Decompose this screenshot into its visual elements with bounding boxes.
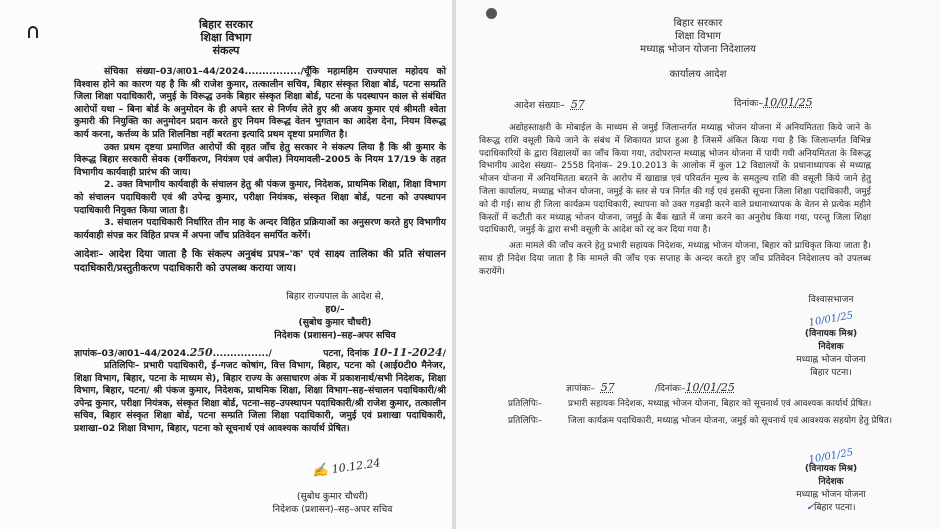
- left-signature-block-2: [245, 490, 420, 516]
- handwritten-signature: 10/01/25: [807, 447, 855, 466]
- left-document-page: [0, 0, 452, 529]
- left-signature-block-1: [250, 290, 420, 342]
- department-name: शिक्षा विभाग: [675, 31, 721, 42]
- resolution-paragraph-1: संचिका संख्या–03/आ01–44/2024................/चूँकि महामहिम राज्यपाल महोदय को विश्वास होने का कारण यह है कि श्री राजेश कुमार, तत्कालीन सचिव, बिहार संस्कृत शिक्षा बोर्ड, पटना सम्प्रति जिला शिक्षा पदाधिकारी, जमुई के विरूद्ध उनके बिहार संस्कृत शिक्षा बोर्ड, पटना के पदस्थापन काल से संबंधित आरोपों यथा – बिना बोर्ड के अनुमोदन के ही अपने स्तर से निर्णय लेते हुए श्री अजय कुमार एवं श्रीमती श्वेता कुमारी की नियुक्ति का अनुमोदन प्रदान करते हुए नियम विरूद्ध वेतन भुगतान का आदेश देना, नियम विरूद्ध कार्य करना, कर्त्तव्य के प्रति शिलनिष्ठा नहीं बरतना इत्यादि प्रथम दृष्टया प्रमाणित है।: [74, 66, 446, 140]
- memo-number: ज्ञापांक–03/आ01–44/2024.250................/: [74, 346, 272, 359]
- signatory-name: (सुबोध कुमार चौधरी): [296, 491, 369, 502]
- signatory-office: मध्याह्न भोजन योजना: [796, 490, 866, 500]
- copy-to-text: प्रतिलिपिः– प्रभारी पदाधिकारी, ई–गजट कोषांग, वित्त विभाग, बिहार, पटना को (आई0टी0 मैनेजर, शिक्षा विभाग, बिहार, पटना के माध्यम से), बिहार राज्य के असाधारण अंक में प्रकाशनार्थ/सभी निदेशक, शिक्षा विभाग, बिहार, पटना/ श्री पंकज कुमार, निदेशक, प्राथमिक शिक्षा, शिक्षा विभाग–सह–संचालन पदाधिकारी/श्री उपेन्द्र कुमार, परीक्षा नियंत्रक, संस्कृत शिक्षा बोर्ड, पटना–सह–उपस्थापन पदाधिकारी/श्री राजेश कुमार, तत्कालीन सचिव, बिहार संस्कृत शिक्षा बोर्ड, पटना सम्प्रति जिला शिक्षा पदाधिकारी, जमुई एवं प्रशाखा पदाधिकारी, प्रशाखा–02 शिक्षा विभाग, बिहार, पटना को सूचनार्थ एवं आवश्यक कार्यार्थ प्रेषित।: [74, 360, 446, 434]
- order-number: आदेश संख्याः– 57: [514, 98, 585, 111]
- handwritten-signature: ✍ 10.12.24: [311, 456, 382, 480]
- copy-to-section: [74, 360, 446, 436]
- left-document-body: [74, 66, 446, 276]
- memo-date: पटना, दिनांक 10-11-2024/: [323, 346, 446, 359]
- closing-line: विश्वासभाजन: [808, 295, 854, 305]
- signatory-designation: निदेशक: [818, 342, 844, 352]
- resolution-paragraph-3: 2. उक्त विभागीय कार्यवाही के संचालन हेतु श्री पंकज कुमार, निदेशक, प्राथमिक शिक्षा, शिक्षा विभाग को संचालन पदाधिकारी एवं श्री उपेन्द्र कुमार, परीक्षा नियंत्रक, संस्कृत शिक्षा बोर्ड, पटना को उपस्थापन पदाधिकारी नियुक्त किया जाता है।: [74, 179, 446, 216]
- copy-item: प्रतिलिपिः– प्रभारी सहायक निदेशक, मध्याह्न भोजन योजना, बिहार को सूचनार्थ एवं आवश्यक कार्यार्थ प्रेषित।: [508, 399, 872, 409]
- checkmark-icon: ✔: [806, 503, 815, 513]
- resolution-paragraph-4: 3. संचालन पदाधिकारी निर्धारित तीन माह के अन्दर विहित प्रक्रियाओं का अनुसरण करते हुए विभागीय कार्यवाही संपन्न कर विहित प्रपत्र में अपना जाँच प्रतिवेदन समर्पित करेंगें।: [74, 217, 446, 241]
- signatory-name: (सुबोध कुमार चौधरी): [298, 317, 372, 328]
- handwritten-signature: 10/01/25: [807, 310, 855, 329]
- order-paragraph: आदेशः– आदेश दिया जाता है कि संकल्प अनुबंध प्रपत्र–'क' एवं साक्ष्य तालिका की प्रति संचालन पदाधिकारी/प्रस्तुतीकरण पदाधिकारी को उपलब्ध कराया जाय।: [74, 249, 446, 275]
- signatory-location: बिहार पटना।: [810, 368, 852, 378]
- government-name: बिहार सरकार: [199, 18, 253, 31]
- document-type: संकल्प: [212, 44, 240, 57]
- department-name: शिक्षा विभाग: [200, 31, 252, 44]
- signatory-designation: निदेशक: [818, 477, 844, 487]
- right-signature-block-2: [766, 447, 896, 515]
- directive-paragraph: अतः मामले की जाँच करने हेतु प्रभारी सहायक निदेशक, मध्याह्न भोजन योजना, बिहार को प्राधिकृत किया जाता है। साथ ही निदेश दिया जाता है कि मामले की जाँच एक सप्ताह के अन्दर करते हुए जाँच प्रतिवेदन निदेशालय को उपलब्ध करायेंगे।: [479, 241, 871, 277]
- copy-list: [508, 398, 898, 428]
- signatory-designation: निदेशक (प्रशासन)–सह–अपर सचिव: [274, 330, 396, 341]
- directorate-name: मध्याह्न भोजन योजना निदेशालय: [640, 44, 756, 55]
- signatory-name: (विनायक मिश्र): [804, 329, 858, 339]
- right-signature-block-1: [766, 294, 896, 380]
- left-document-header: [0, 18, 452, 57]
- right-document-body: [479, 122, 871, 279]
- signatory-name: (विनायक मिश्र): [804, 464, 858, 474]
- resolution-paragraph-2: उक्त प्रथम दृष्टया प्रमाणित आरोपों की वृहत जाँच हेतु सरकार ने संकल्प लिया है कि श्री कुमार के विरूद्ध बिहार सरकारी सेवक (वर्गीकरण, नियंत्रण एवं अपील) नियमावली–2005 के नियम 17/19 के तहत विभागीय कार्यवाही प्रारंभ की जाय।: [74, 141, 446, 178]
- signatory-office: मध्याह्न भोजन योजना: [796, 355, 866, 365]
- signed-mark: ह0/–: [325, 304, 345, 315]
- order-date: दिनांकः–10/01/25: [734, 96, 813, 109]
- signatory-location: ✔बिहार पटना।: [806, 503, 856, 513]
- complaint-paragraph: अद्योहस्ताक्षरी के मोबाईल के माध्यम से जमुई जिलान्तर्गत मध्याह्न भोजन योजना में अनियमितता किये जाने के विरूद्ध राशि वसूली किये जाने के संबंध में शिकायत प्राप्त हुआ है जिसमें अंकित किया गया है कि जिलान्तर्गत विभिन्न पदाधिकारियों के द्वारा विद्यालयों का जाँच किया गया, तदोपरान्त मध्याह्न भोजन योजना में पायी गयी अनियमितता के विरूद्ध विभागीय आदेश संख्या– 2558 दिनांक– 29.10.2013 के आलोक में कुल 12 विद्यालयों के प्रधानाध्यापक से मध्याह्न भोजन योजना में अनियमितता बरतने के आरोप में खाद्यान्न एवं परिवर्तन मूल्य के समतुल्य राशि की वसूली किये जाने हेतु जिला कार्यालय, मध्याह्न भोजन योजना, जमुई के स्तर से पत्र निर्गत की गई एवं इसकी सूचना जिला शिक्षा पदाधिकारी, जमुई को दी गई। साथ ही जिला कार्यक्रम पदाधिकारी, स्थापना को उक्त गड़बड़ी करने वाले प्रधानाध्यापक के वेतन से प्रत्येक महीने किस्तों में कटौती कर मध्याह्न भोजन योजना, जमुई के बैंक खाते में जमा करने का अनुरोध किया गया, परन्तु जिला शिक्षा पदाधिकारी, जमुई के द्वारा सभी वसूली के आदेश को रद्द कर दिया गया है।: [479, 123, 871, 236]
- copy-item: प्रतिलिपिः– जिला कार्यक्रम पदाधिकारी, मध्याह्न भोजन योजना, जमुई को सूचनार्थ एवं आवश्यक सहयोग हेतु प्रेषित।: [508, 415, 893, 426]
- memo-number-line: ज्ञापांकः– 57 /दिनांकः–10/01/25: [566, 381, 735, 394]
- right-document-page: [456, 0, 940, 529]
- signatory-designation: निदेशक (प्रशासन)–सह–अपर सचिव: [272, 504, 393, 515]
- right-document-header: [456, 17, 940, 81]
- memo-number-line: [74, 346, 446, 359]
- document-title: कार्यालय आदेश: [669, 69, 727, 80]
- government-name: बिहार सरकार: [673, 18, 723, 29]
- by-order-line: बिहार राज्यपाल के आदेश से,: [286, 291, 384, 302]
